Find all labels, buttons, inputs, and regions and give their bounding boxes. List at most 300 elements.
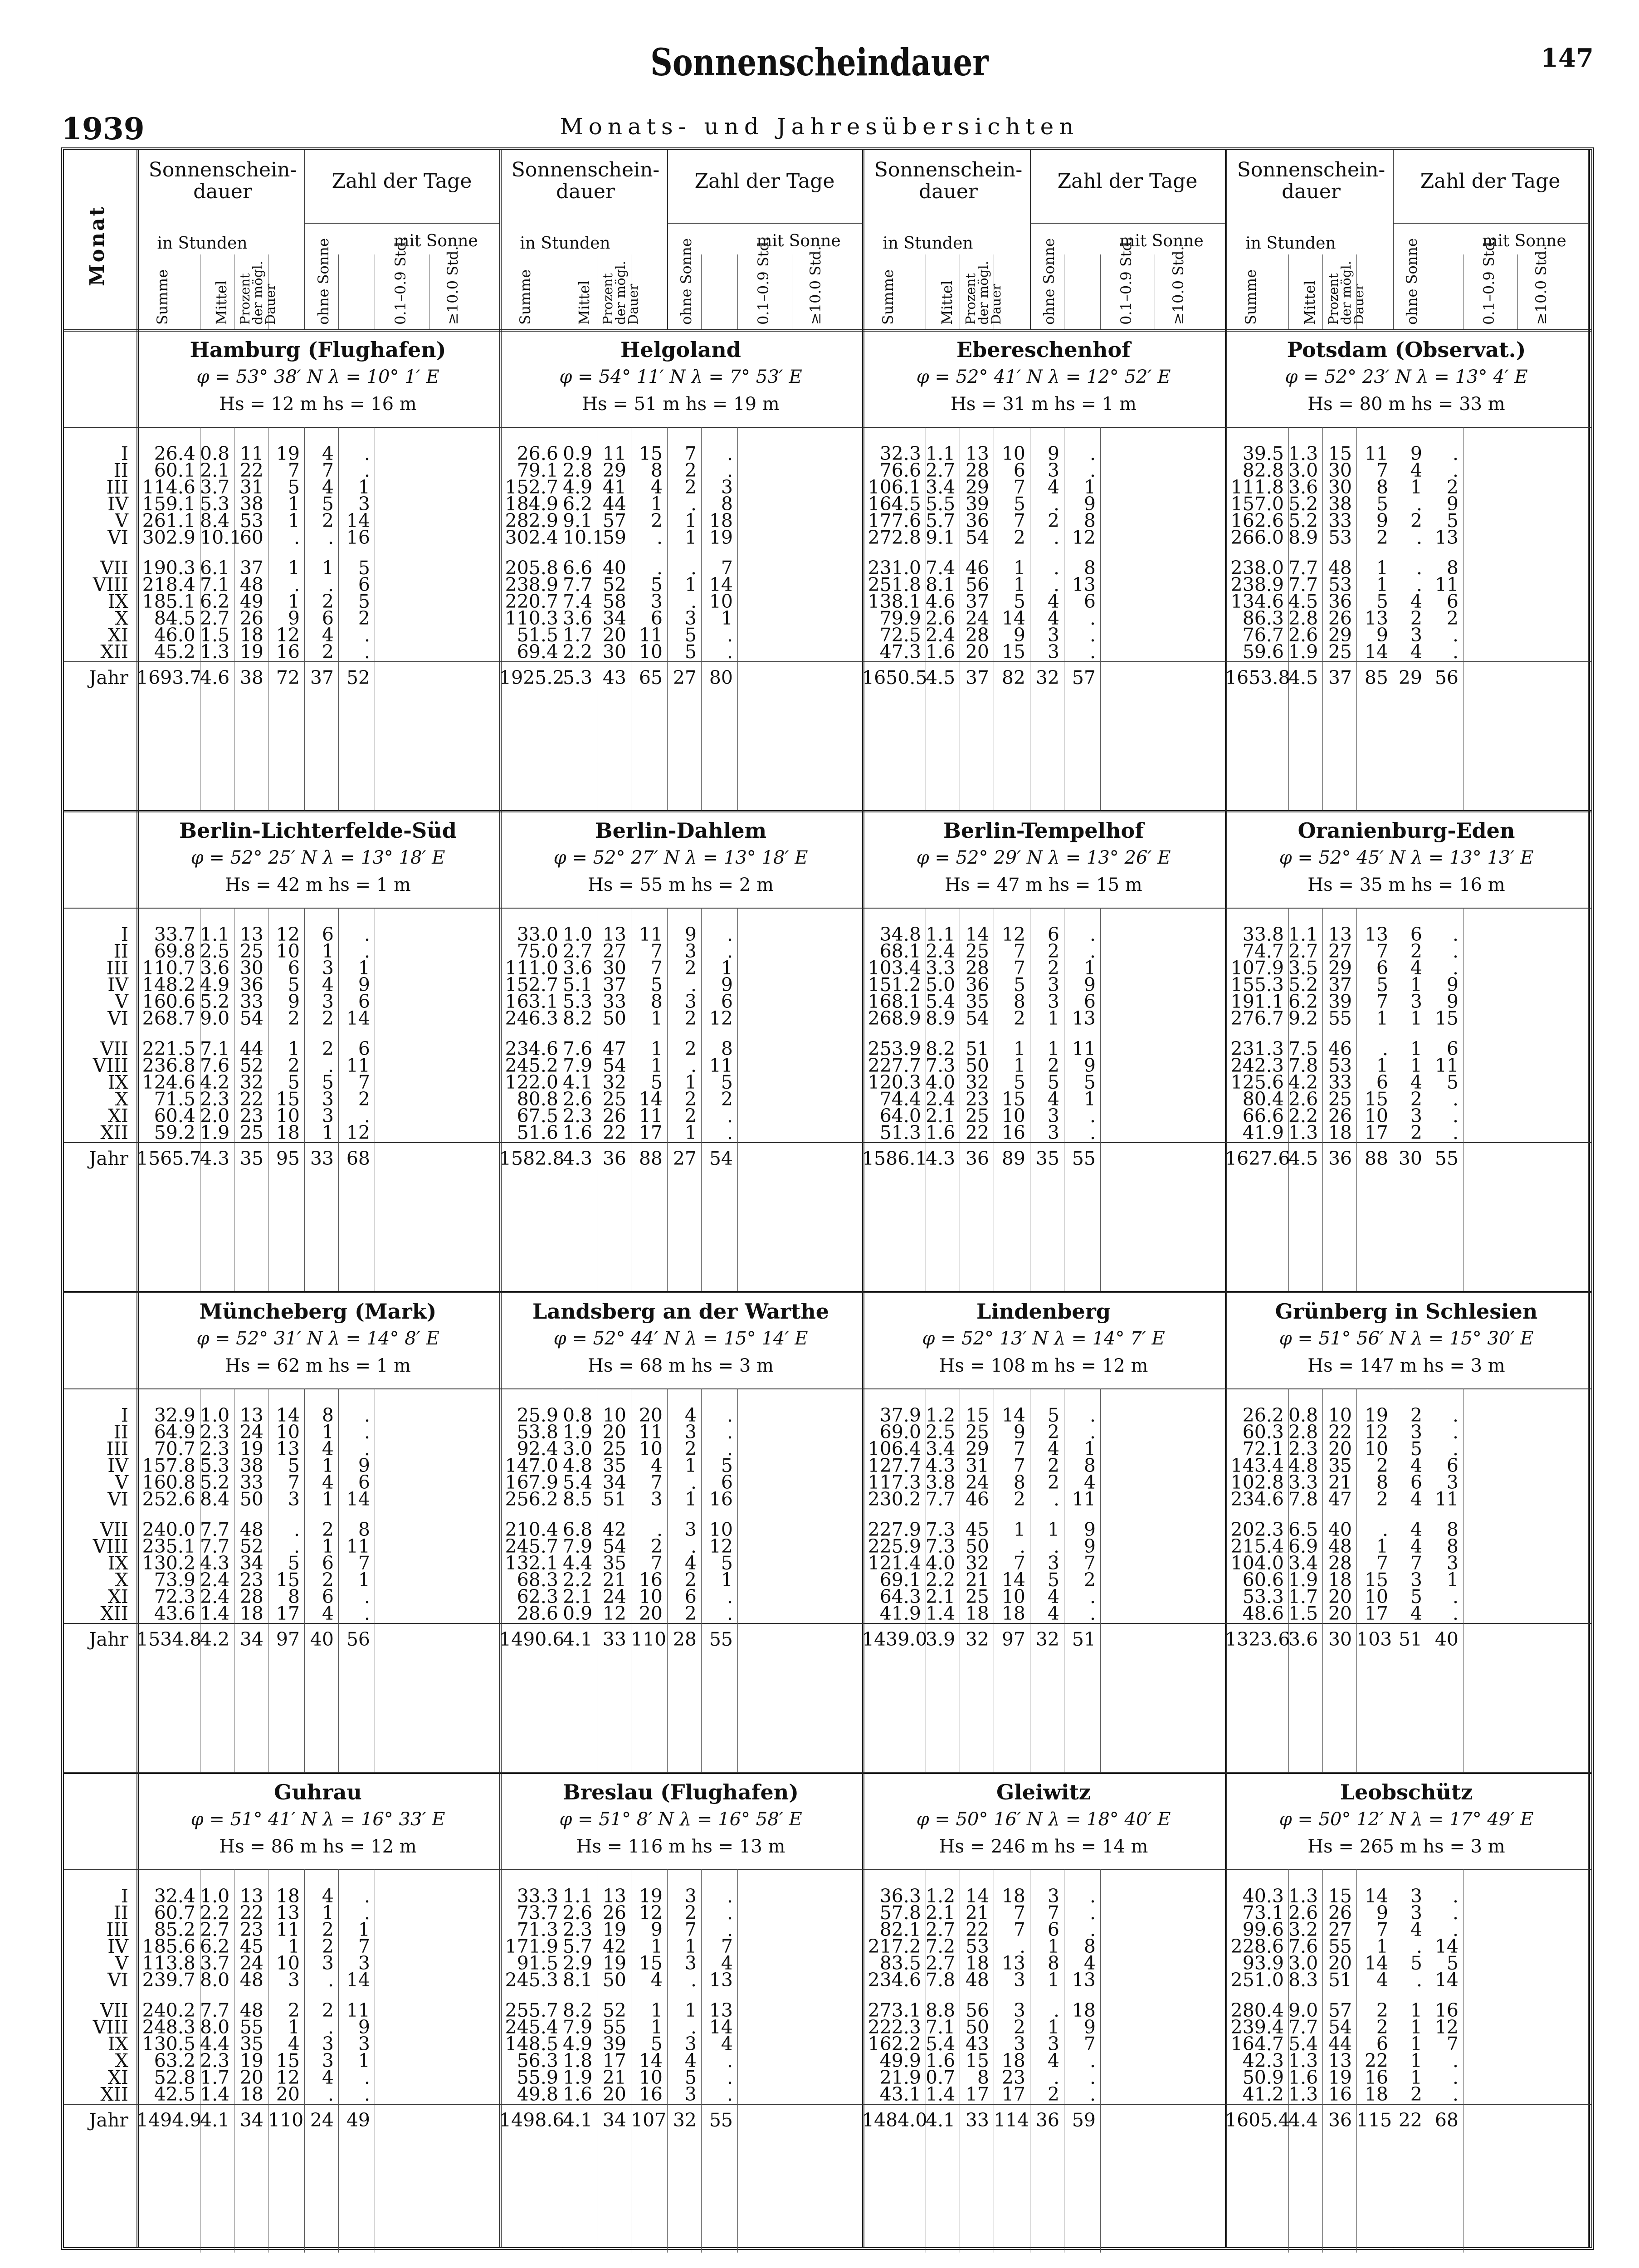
table-cell: 7 [1047,1902,1059,1924]
row-label-month: II [113,940,128,962]
table-cell: 3 [322,957,334,979]
table-cell: 3 [322,1105,334,1127]
column-header-std-01-09: 0.1–0.9 Std. [1117,237,1135,325]
table-cell: 3 [322,2033,334,2055]
table-cell: 8.1 [926,574,956,596]
header-separator [64,329,1591,332]
table-cell: 57 [602,510,626,532]
table-cell: 26 [1328,1105,1352,1127]
table-cell: . [1452,1088,1459,1110]
block-separator [1588,150,1590,2247]
table-cell: 39 [965,493,989,515]
table-cell: 1 [650,2016,663,2038]
table-cell: 68 [1434,2109,1459,2131]
table-cell: 4 [1083,1471,1096,1493]
column-header-summe: Summe [1242,269,1259,325]
table-cell: 240.0 [142,1519,195,1540]
table-cell: 43 [965,2033,989,2055]
table-cell: 7.6 [200,1055,230,1076]
row-label-jahr: Jahr [89,1628,128,1650]
table-cell: 19 [639,1885,663,1907]
row-label-month: XII [100,1122,128,1144]
header-divider [304,223,499,224]
table-cell: 38 [1328,493,1352,515]
table-cell: 95 [276,1148,300,1169]
table-cell: 2 [1446,476,1459,498]
table-cell: 6 [358,1471,370,1493]
table-cell: 19 [239,2050,263,2072]
table-cell: 51.3 [879,1122,921,1144]
table-cell: . [1452,641,1459,663]
table-cell: 13 [965,443,989,464]
table-cell: 2.5 [200,940,230,962]
table-cell: . [364,2067,370,2088]
table-cell: 3.0 [563,1438,593,1460]
table-cell: 54 [1328,2016,1352,2038]
row-label-month: X [115,2050,128,2072]
table-cell: 34 [602,2109,626,2131]
table-cell: 5 [684,641,697,663]
table-cell: 73.1 [1242,1902,1284,1924]
band-separator [64,810,1591,812]
table-cell: 47 [1328,1488,1352,1510]
table-cell: 1 [288,1038,300,1060]
column-header-zahl-der-tage: Zahl der Tage [332,170,472,193]
table-cell: 12 [709,1007,733,1029]
table-cell: 4.1 [563,1628,593,1650]
table-cell: 115 [1356,2109,1392,2131]
table-cell: 52 [346,667,370,689]
table-cell: 32.4 [154,1885,195,1907]
table-cell: 58 [602,591,626,612]
table-cell: 4.3 [200,1148,230,1169]
table-cell: 7.7 [200,1999,230,2021]
table-cell: 1.4 [200,1603,230,1624]
table-cell: 13 [239,1404,263,1426]
table-cell: 8 [1013,991,1025,1012]
table-cell: 8.4 [200,1488,230,1510]
header-divider [667,150,668,329]
table-cell: . [1089,1902,1096,1924]
table-cell: 4 [322,443,334,464]
table-cell: 85 [1364,667,1388,689]
table-cell: 4.1 [563,1071,593,1093]
table-cell: 3 [684,2083,697,2105]
table-cell: 4 [650,1969,663,1991]
table-cell: 236.8 [142,1055,195,1076]
table-cell: . [727,1421,733,1443]
table-cell: 24 [965,1471,989,1493]
table-cell: . [1053,1999,1059,2021]
table-cell: 36 [1328,2109,1352,2131]
column-header-std-10: ≥10.0 Std. [1532,246,1550,325]
table-cell: . [656,527,663,548]
table-cell: 30 [1398,1148,1422,1169]
table-cell: 255.7 [505,1999,558,2021]
station-elevation: Hs = 246 m hs = 14 m [939,1836,1148,1857]
table-cell: . [1053,493,1059,515]
table-cell: 19 [239,1438,263,1460]
table-cell: 5.3 [563,991,593,1012]
table-cell: 30 [239,957,263,979]
table-cell: 60.6 [1242,1569,1284,1591]
table-cell: 6 [721,991,733,1012]
table-cell: 4 [322,1471,334,1493]
table-cell: 5.4 [563,1471,593,1493]
table-cell: 110.7 [142,957,195,979]
table-cell: 60.1 [154,459,195,481]
table-cell: 7.7 [563,574,593,596]
table-cell: 1693.7 [137,667,202,689]
table-cell: . [1089,1122,1096,1144]
table-cell: 4.4 [1288,2109,1318,2131]
station-coordinates: φ = 52° 44′ N λ = 15° 14′ E [553,1328,808,1349]
table-cell: 1.3 [1288,2050,1318,2072]
table-cell: 3 [684,1519,697,1540]
row-label-jahr: Jahr [89,1148,128,1169]
table-cell: 215.4 [1230,1535,1284,1557]
table-cell: . [1416,493,1422,515]
table-cell: 33 [239,991,263,1012]
table-cell: 1 [1047,1936,1059,1957]
row-label-month: XI [107,624,128,646]
table-cell: 5 [1410,1438,1422,1460]
row-label-month: X [115,607,128,629]
table-cell: 27 [1328,940,1352,962]
table-cell: 33 [239,1471,263,1493]
table-cell: 72.1 [1242,1438,1284,1460]
table-cell: 1.8 [563,2050,593,2072]
column-header-std-10: ≥10.0 Std. [807,246,824,325]
table-cell: 1 [1047,1969,1059,1991]
table-cell: 33.0 [517,924,558,945]
table-cell: 3.2 [1288,1919,1318,1941]
table-cell: 46 [1328,1038,1352,1060]
table-cell: 4 [1410,1535,1422,1557]
station-coordinates: φ = 50° 16′ N λ = 18° 40′ E [916,1809,1171,1830]
table-cell: 2.6 [563,1902,593,1924]
table-cell: 3.6 [1288,476,1318,498]
table-cell: 8 [1446,1519,1459,1540]
column-header-sonnenschein: Sonnenschein-dauer [874,158,1023,203]
table-cell: 13 [602,924,626,945]
station-coordinates: φ = 51° 8′ N λ = 16° 58′ E [559,1809,802,1830]
table-cell: 2 [288,1055,300,1076]
table-cell: 2 [1410,510,1422,532]
table-cell: 54 [965,527,989,548]
table-cell: 2 [684,1038,697,1060]
table-cell: 3 [684,607,697,629]
table-cell: 60.3 [1242,1421,1284,1443]
table-cell: 82.1 [879,1919,921,1941]
table-cell: 85.2 [154,1919,195,1941]
table-cell: 7.8 [1288,1055,1318,1076]
table-cell: 21 [602,1569,626,1591]
table-cell: 9 [288,607,300,629]
table-cell: 120.3 [868,1071,921,1093]
table-cell: 74.7 [1242,940,1284,962]
table-cell: 33.7 [154,924,195,945]
table-cell: 3 [1410,624,1422,646]
header-divider [701,254,702,329]
column-header-std-01-09: 0.1–0.9 Std. [392,237,409,325]
table-cell: 13 [1328,924,1352,945]
table-cell: . [1452,1603,1459,1624]
table-cell: 26 [1328,1902,1352,1924]
table-cell: 14 [346,1969,370,1991]
table-cell: 4 [322,624,334,646]
table-cell: 1.4 [200,2083,230,2105]
table-cell: 34 [602,1471,626,1493]
header-divider [304,150,305,329]
table-cell: 5.7 [563,1936,593,1957]
table-cell: 70.7 [154,1438,195,1460]
table-cell: 4.5 [1288,591,1318,612]
table-cell: 24 [965,607,989,629]
table-cell: 134.6 [1230,591,1284,612]
table-cell: 28 [673,1628,697,1650]
column-divider [1100,427,1101,810]
table-cell: 19 [1364,1404,1388,1426]
table-cell: 37 [1328,667,1352,689]
table-cell: 1 [1376,574,1388,596]
table-cell: 13 [1001,1952,1025,1974]
table-cell: 2.7 [1288,940,1318,962]
table-cell: 6 [358,1038,370,1060]
table-cell: 143.4 [1230,1455,1284,1476]
table-cell: 88 [1364,1148,1388,1169]
table-cell: 17 [276,1603,300,1624]
table-cell: 24 [310,2109,334,2131]
row-label-month: XI [107,1105,128,1127]
table-cell: 5 [650,2033,663,2055]
table-cell: 1 [288,493,300,515]
table-cell: 4 [1410,591,1422,612]
table-cell: 5 [721,1455,733,1476]
table-cell: 8.2 [563,1999,593,2021]
table-cell: 7 [288,459,300,481]
column-header-std-10: ≥10.0 Std. [1170,246,1187,325]
table-cell: 28 [965,624,989,646]
table-cell: 2 [1410,607,1422,629]
table-cell: 15 [1328,1885,1352,1907]
table-cell: 1 [650,1055,663,1076]
table-cell: 7.1 [926,2016,956,2038]
table-cell: 45.2 [154,641,195,663]
table-cell: . [690,1055,697,1076]
row-label-month: XII [100,2083,128,2105]
row-label-jahr: Jahr [89,667,128,689]
table-cell: 228.6 [1230,1936,1284,1957]
table-cell: 20 [639,1404,663,1426]
table-cell: 42.3 [1242,2050,1284,2072]
table-cell: . [727,459,733,481]
table-cell: 45 [965,1519,989,1540]
table-cell: 4.5 [1288,1148,1318,1169]
table-cell: 25 [239,1122,263,1144]
column-header-prozent: Prozent der mögl. Dauer [600,261,641,325]
table-cell: 7.9 [563,1055,593,1076]
row-label-month: IX [107,591,128,612]
table-cell: 48 [965,1969,989,1991]
column-header-in-stunden: in Stunden [157,234,248,253]
table-cell: 2 [1376,2016,1388,2038]
table-cell: 4 [322,476,334,498]
table-cell: . [690,557,697,579]
table-cell: 1 [1376,1055,1388,1076]
station-coordinates: φ = 53° 38′ N λ = 10° 1′ E [196,367,439,387]
table-cell: 1 [1083,1088,1096,1110]
table-cell: 1 [650,1038,663,1060]
table-cell: 15 [1001,641,1025,663]
table-cell: 10 [1364,1438,1388,1460]
table-cell: 0.7 [926,2067,956,2088]
table-cell: 19 [1328,2067,1352,2088]
table-cell: 251.0 [1230,1969,1284,1991]
table-cell: 32.9 [154,1404,195,1426]
table-cell: 227.9 [868,1519,921,1540]
station-name: Breslau (Flughafen) [562,1780,799,1804]
table-cell: . [1416,557,1422,579]
table-cell: 1 [358,1919,370,1941]
table-cell: 2.6 [1288,624,1318,646]
station-name: Lindenberg [976,1299,1111,1324]
table-cell: . [1452,924,1459,945]
table-cell: 4.2 [200,1071,230,1093]
table-cell: 184.9 [505,493,558,515]
table-cell: 2.6 [926,607,956,629]
table-cell: 4 [1410,641,1422,663]
table-cell: 7.7 [200,1535,230,1557]
table-cell: 239.4 [1230,2016,1284,2038]
table-cell: 54 [965,1007,989,1029]
table-cell: 2 [1376,1999,1388,2021]
table-cell: 25 [1328,641,1352,663]
table-cell: 44 [239,1038,263,1060]
table-cell: 1 [358,2050,370,2072]
table-cell: 20 [602,2083,626,2105]
row-label-month: VI [107,1969,128,1991]
table-cell: . [1053,1488,1059,1510]
table-cell: 1 [721,607,733,629]
table-cell: 39 [1328,991,1352,1012]
table-cell: 13 [1434,527,1459,548]
table-cell: 3 [1047,1122,1059,1144]
table-cell: 1.2 [926,1404,956,1426]
table-cell: 32 [965,1628,989,1650]
table-cell: 14 [1001,1569,1025,1591]
table-cell: 4.5 [1288,667,1318,689]
table-cell: 53.8 [517,1421,558,1443]
table-cell: 12 [276,624,300,646]
table-cell: 4 [1410,1455,1422,1476]
table-cell: 42.5 [154,2083,195,2105]
table-cell: 55 [1328,1007,1352,1029]
table-cell: 4.0 [926,1071,956,1093]
table-cell: 3.6 [200,957,230,979]
station-coordinates: φ = 50° 12′ N λ = 17° 49′ E [1279,1809,1534,1830]
table-cell: . [327,2016,334,2038]
table-cell: 106.4 [868,1438,921,1460]
table-cell: 7 [1013,1919,1025,1941]
table-cell: 3.0 [1288,459,1318,481]
table-cell: 9 [1013,1421,1025,1443]
table-cell: 2 [1410,1122,1422,1144]
table-cell: . [1089,924,1096,945]
table-cell: 1.3 [200,641,230,663]
table-cell: 2 [684,1088,697,1110]
table-cell: 1.6 [1288,2067,1318,2088]
station-name: Oranienburg-Eden [1298,818,1515,843]
table-cell: 35 [1328,1455,1352,1476]
table-cell: 1 [322,557,334,579]
table-cell: 6 [1410,924,1422,945]
table-cell: 2 [322,1038,334,1060]
table-cell: 50 [239,1488,263,1510]
table-cell: 26.2 [1242,1404,1284,1426]
table-cell: 11 [1434,1488,1459,1510]
table-cell: . [1452,1105,1459,1127]
table-cell: 66.6 [1242,1105,1284,1127]
station-name: Berlin-Tempelhof [943,818,1144,843]
table-cell: 6 [358,991,370,1012]
table-cell: 7 [1013,1552,1025,1574]
table-cell: 56 [346,1628,370,1650]
table-cell: 59 [602,527,626,548]
table-cell: 10 [276,940,300,962]
table-cell: 48 [1328,557,1352,579]
table-cell: 33 [1328,1071,1352,1093]
table-cell: 9 [1446,493,1459,515]
column-header-zahl-der-tage: Zahl der Tage [694,170,835,193]
table-cell: 13 [602,1885,626,1907]
table-cell: 18 [965,1952,989,1974]
table-cell: . [1089,1603,1096,1624]
column-divider [1100,908,1101,1291]
table-cell: 1 [684,527,697,548]
table-cell: 5 [288,1455,300,1476]
table-cell: 2.2 [200,1902,230,1924]
table-cell: 239.7 [142,1969,195,1991]
table-cell: 6 [684,1586,697,1608]
table-cell: 8.3 [1288,1969,1318,1991]
table-cell: 49.9 [879,2050,921,2072]
table-cell: 152.7 [505,476,558,498]
table-cell: . [690,1535,697,1557]
table-cell: 6 [358,574,370,596]
table-cell: 4 [1047,591,1059,612]
table-cell: 4.9 [563,2033,593,2055]
table-cell: 1 [322,1902,334,1924]
table-cell: . [1452,459,1459,481]
table-cell: . [364,1421,370,1443]
table-cell: 14 [1434,1969,1459,1991]
table-cell: 1.9 [1288,641,1318,663]
table-cell: 48 [239,1519,263,1540]
table-cell: 17 [639,1122,663,1144]
table-cell: 20 [602,624,626,646]
table-cell: 6 [1013,459,1025,481]
table-cell: . [690,1969,697,1991]
table-cell: 2 [1013,1488,1025,1510]
table-cell: 5 [1446,1952,1459,1974]
table-cell: 30 [1328,476,1352,498]
table-cell: 16 [709,1488,733,1510]
table-cell: 1.3 [1288,2083,1318,2105]
table-cell: 8 [288,1586,300,1608]
table-cell: 14 [346,1488,370,1510]
table-cell: 2.1 [926,1105,956,1127]
